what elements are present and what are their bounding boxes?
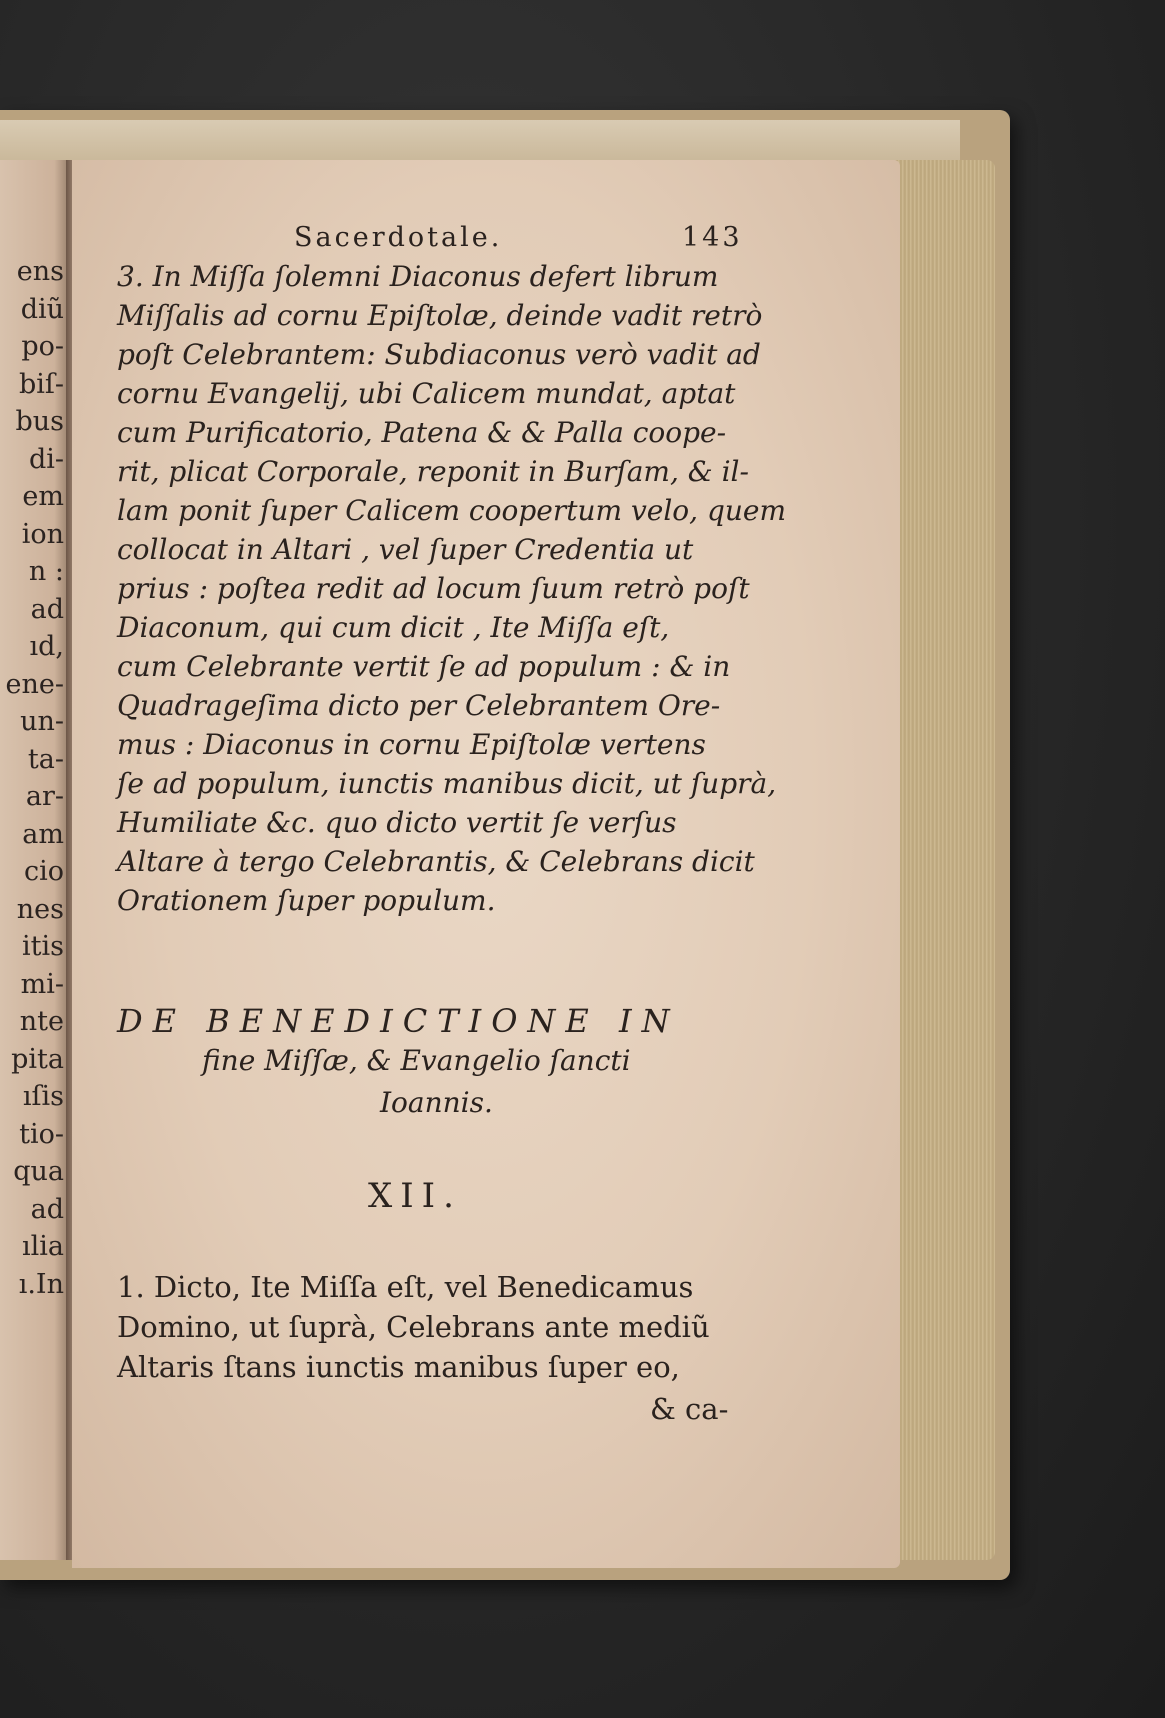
paragraph-3-line: ſe ad populum, iunctis manibus dicit, ut ſuprà, (117, 767, 777, 800)
left-page-text-fragment: n : (28, 556, 64, 587)
left-page-text-fragment: ene- (5, 668, 64, 700)
left-page-text-fragment: biſ- (18, 368, 64, 400)
section-title-line2: fine Miſſæ, & Evangelio ſancti (202, 1044, 631, 1077)
paragraph-3-line: Orationem ſuper populum. (117, 884, 496, 917)
paragraph-3-line: prius : poſtea redit ad locum ſuum retrò poſt (117, 572, 750, 605)
section-title-line1: DE BENEDICTIONE IN (117, 1002, 680, 1040)
left-page-text-fragment: mi- (20, 968, 64, 1000)
left-page-text-fragment: po- (21, 331, 64, 362)
left-page-text-fragment: ıſis (22, 1081, 64, 1112)
paragraph-3-line: 3. In Miſſa ſolemni Diaconus defert librum (117, 260, 719, 293)
left-page-text-fragment: nes (16, 893, 64, 925)
paragraph-3-line: cum Celebrante vertit ſe ad populum : & in (117, 650, 731, 683)
paragraph-3-line: lam ponit ſuper Calicem coopertum velo, quem (117, 494, 787, 527)
paragraph-1-line: Domino, ut ſuprà, Celebrans ante mediũ (117, 1310, 710, 1344)
left-page-text-fragment: ens (16, 256, 64, 287)
paragraph-3-line: Diaconum, qui cum dicit , Ite Miſſa eſt, (117, 611, 670, 644)
running-head-title: Sacerdotale. (294, 222, 503, 253)
left-page-text-fragment: ılia (21, 1231, 64, 1262)
left-page-text-fragment: ion (21, 518, 64, 550)
catchword: & ca- (650, 1392, 729, 1426)
paragraph-1-line: 1. Dicto, Ite Miſſa eſt, vel Benedicamus (117, 1270, 694, 1304)
paragraph-3-line: Quadrageſima dicto per Celebrantem Ore- (117, 689, 721, 722)
left-page-text-fragment: ıd, (29, 631, 64, 662)
left-page-text-fragment: em (22, 481, 64, 512)
left-page-text-fragment: ar- (25, 781, 64, 812)
paragraph-3-line: mus : Diaconus in cornu Epiſtolæ vertens (117, 728, 706, 761)
left-page-text-fragment: qua (13, 1156, 64, 1187)
page-block-fore-edge (895, 160, 995, 1560)
left-page-margin (0, 160, 68, 1560)
left-page-text-fragment: ad (30, 593, 64, 625)
left-page-text-fragment: un- (20, 706, 64, 737)
left-page-text-fragment: cio (23, 856, 64, 887)
page-number: 143 (682, 222, 743, 253)
paragraph-3-line: Altare à tergo Celebrantis, & Celebrans dicit (117, 845, 755, 878)
right-page (72, 160, 900, 1568)
paragraph-3-line: collocat in Altari , vel ſuper Credentia ut (117, 533, 694, 566)
left-page-text-fragment: diũ (20, 293, 64, 325)
paragraph-3-line: cum Purificatorio, Patena & & Palla coope- (117, 416, 727, 449)
left-page-text-fragment: pita (11, 1043, 64, 1075)
paragraph-3-line: rit, plicat Corporale, reponit in Burſam, & il- (117, 455, 749, 488)
left-page-text-fragment: ta- (27, 743, 64, 775)
paragraph-3-line: cornu Evangelij, ubi Calicem mundat, aptat (117, 377, 736, 410)
left-page-text-fragment: tio- (19, 1118, 64, 1150)
section-title-line3: Ioannis. (380, 1086, 493, 1119)
paragraph-1-line: Altaris ſtans iunctis manibus ſuper eo, (117, 1350, 680, 1384)
paragraph-3-line: Humiliate &c. quo dicto vertit ſe verſus (117, 806, 677, 839)
left-page-text-fragment: bus (15, 406, 64, 437)
chapter-number: XII. (368, 1176, 462, 1216)
left-page-text-fragment: nte (19, 1006, 64, 1037)
paragraph-3-line: poſt Celebrantem: Subdiaconus verò vadit ad (117, 338, 761, 371)
left-page-text-fragment: am (22, 818, 64, 850)
paragraph-3-line: Miſſalis ad cornu Epiſtolæ, deinde vadit retrò (117, 299, 763, 332)
left-page-text-fragment: ad (30, 1193, 64, 1225)
left-page-text-fragment: ı.In (18, 1268, 64, 1300)
left-page-text-fragment: di- (28, 443, 64, 475)
left-page-text-fragment: itis (22, 931, 64, 962)
